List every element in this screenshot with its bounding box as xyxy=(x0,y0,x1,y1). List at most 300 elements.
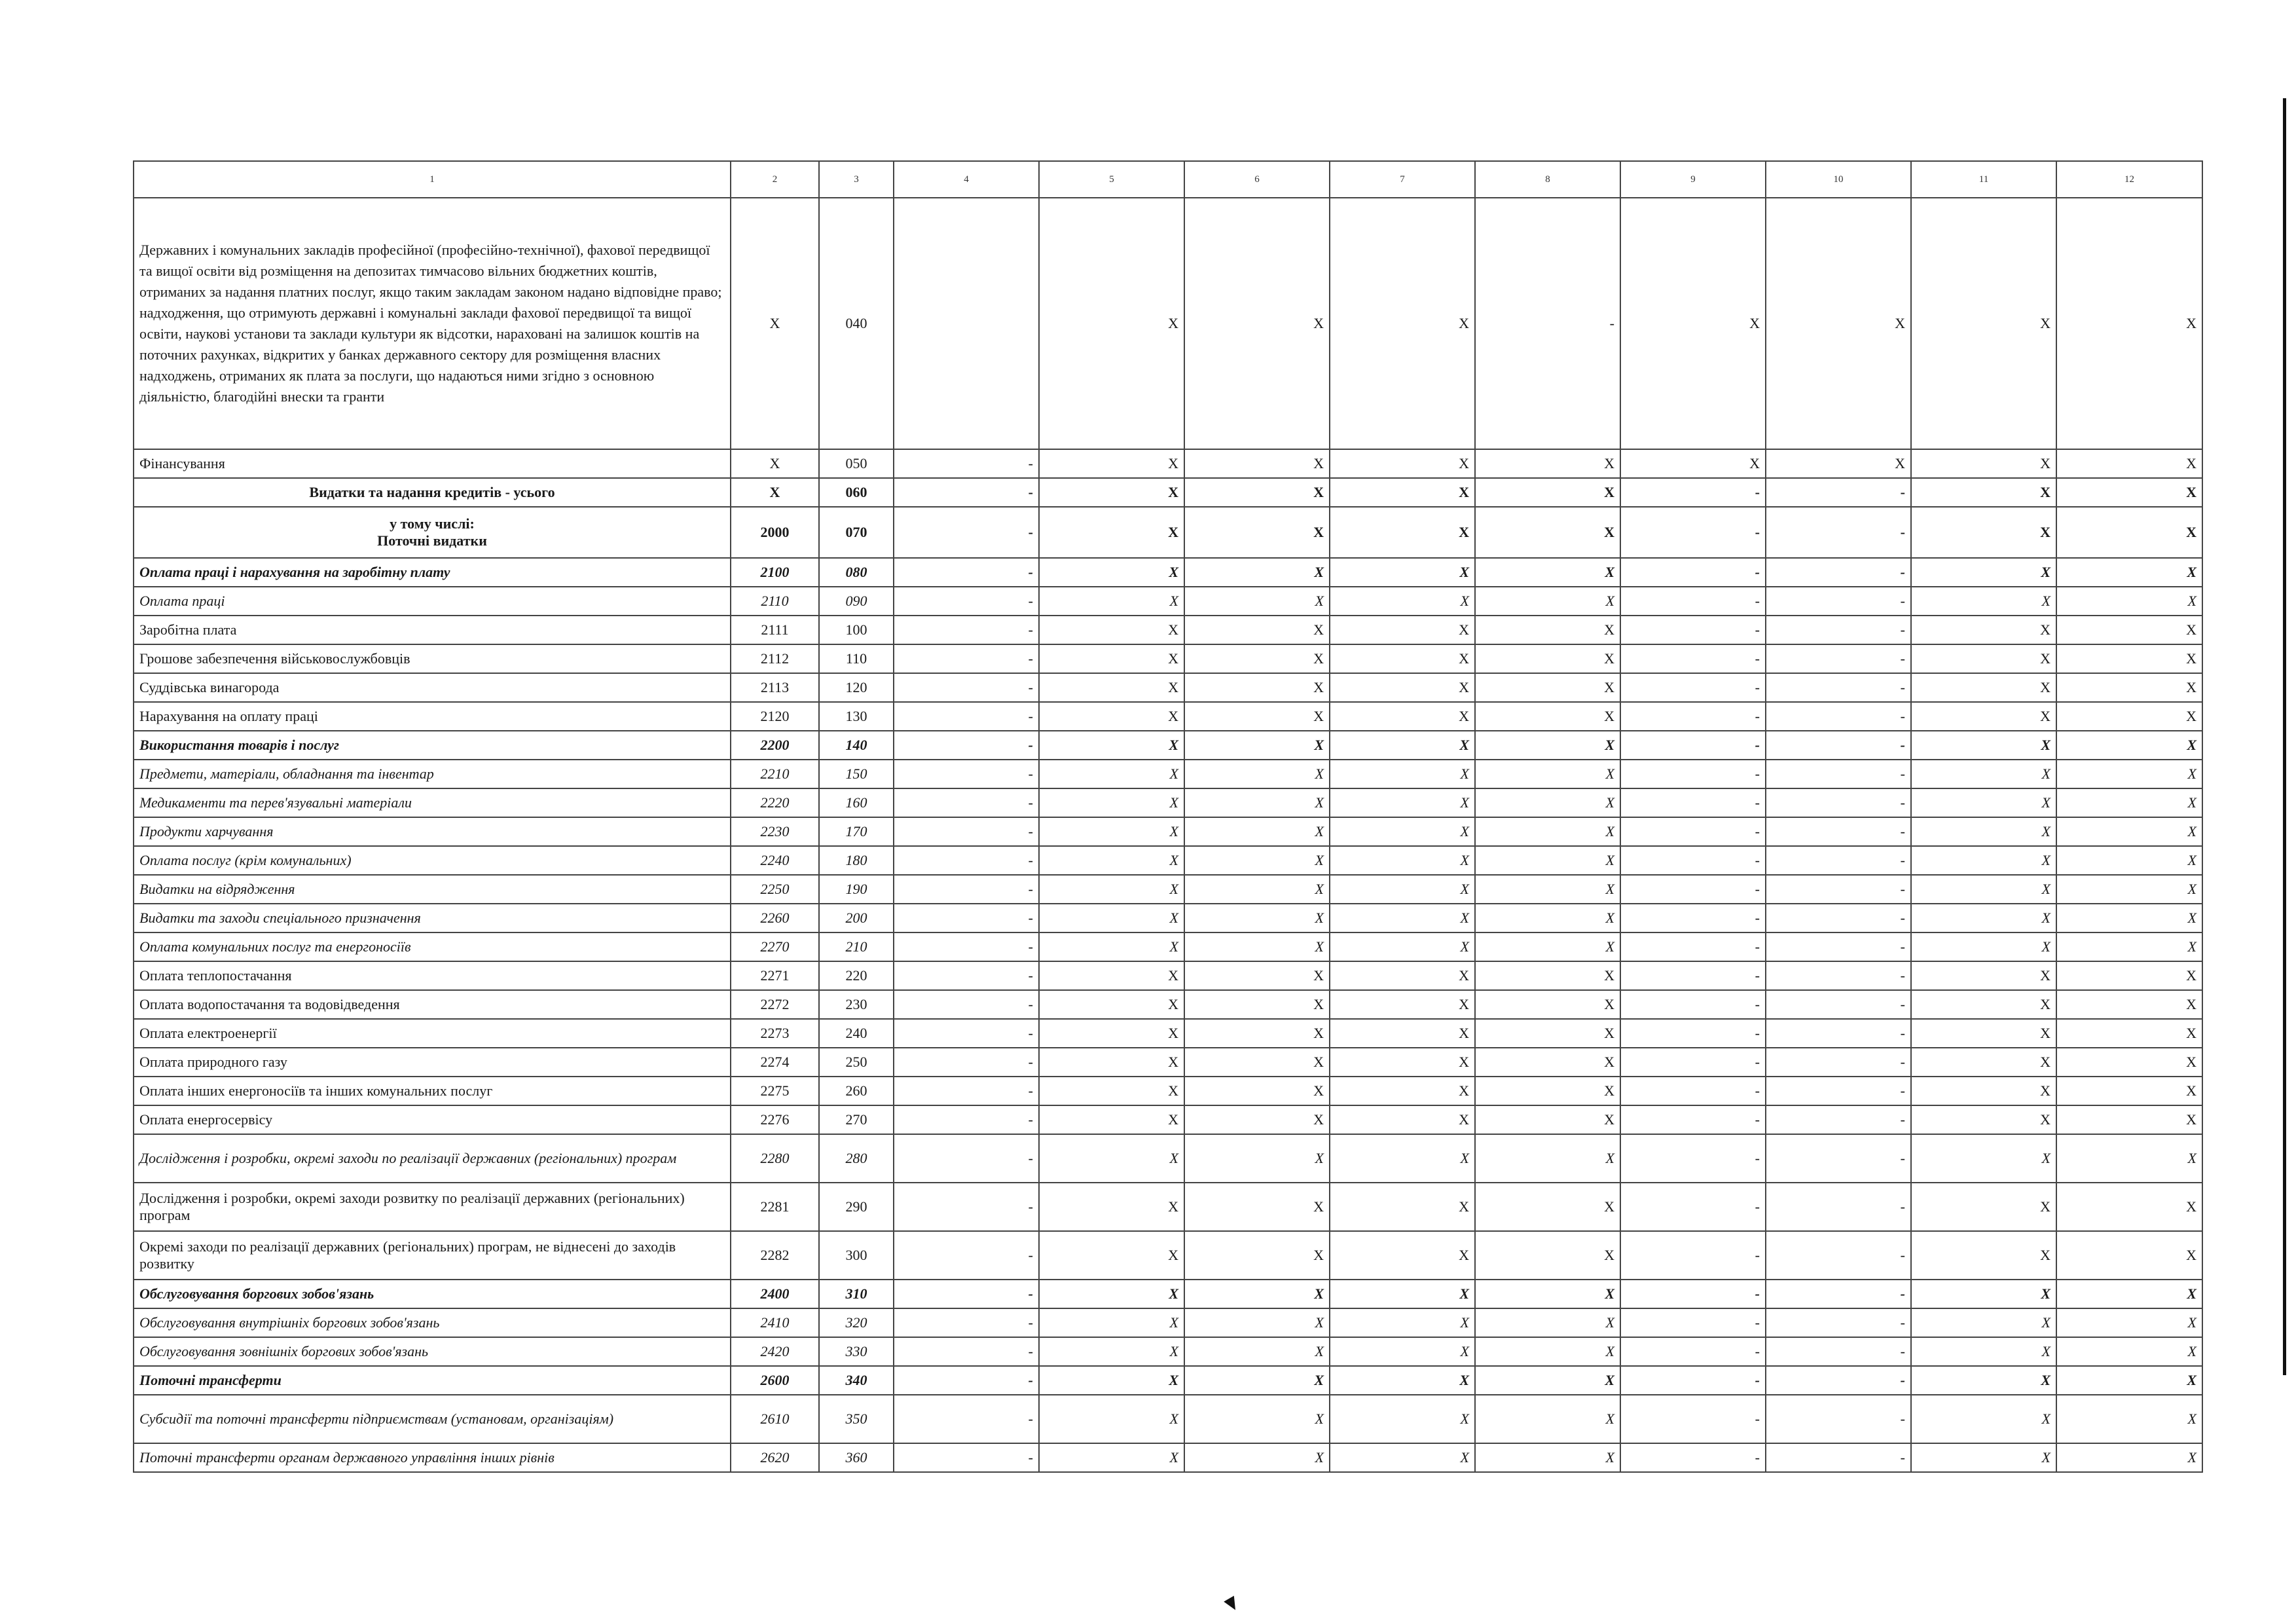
row-code-cell: 2220 xyxy=(731,788,819,817)
row-value-cell: X xyxy=(1475,1077,1620,1105)
row-value-cell: X xyxy=(1184,702,1330,731)
column-header: 1 xyxy=(134,161,731,198)
row-value-cell: X xyxy=(1330,558,1475,587)
row-value-cell: - xyxy=(1766,673,1911,702)
row-value-cell: - xyxy=(894,932,1039,961)
row-value-cell: X xyxy=(1039,1395,1184,1443)
row-value-cell: X xyxy=(1330,587,1475,616)
row-value-cell: X xyxy=(1184,1280,1330,1308)
row-value-cell: X xyxy=(1330,904,1475,932)
row-line-cell: 200 xyxy=(819,904,894,932)
row-value-cell: X xyxy=(1911,817,2056,846)
row-value-cell: - xyxy=(1766,817,1911,846)
row-value-cell: - xyxy=(894,644,1039,673)
table-row xyxy=(134,788,2202,817)
row-value-cell: - xyxy=(1766,1134,1911,1183)
row-line-cell: 240 xyxy=(819,1019,894,1048)
row-value-cell: X xyxy=(1911,1280,2056,1308)
row-line-cell: 260 xyxy=(819,1077,894,1105)
row-name-cell: Оплата праці і нарахування на заробітну плату xyxy=(134,558,731,587)
row-value-cell: X xyxy=(1330,788,1475,817)
row-value-cell: X xyxy=(1911,702,2056,731)
column-number-row xyxy=(134,161,2202,198)
row-value-cell: X xyxy=(1184,673,1330,702)
row-code-cell: 2200 xyxy=(731,731,819,760)
row-value-cell: - xyxy=(894,904,1039,932)
row-value-cell: - xyxy=(894,1280,1039,1308)
table-row xyxy=(134,1183,2202,1231)
row-line-cell: 340 xyxy=(819,1366,894,1395)
row-value-cell: X xyxy=(1330,1280,1475,1308)
row-value-cell: X xyxy=(1475,478,1620,507)
row-value-cell: - xyxy=(894,478,1039,507)
row-value-cell: X xyxy=(1330,507,1475,558)
row-value-cell: X xyxy=(1039,1019,1184,1048)
row-name-cell: Окремі заходи по реалізації державних (регіональних) програм, не віднесені до заходів розвитку xyxy=(134,1231,731,1280)
row-value-cell: X xyxy=(1184,1183,1330,1231)
row-value-cell: X xyxy=(1184,1443,1330,1472)
table-row xyxy=(134,1395,2202,1443)
row-value-cell: X xyxy=(1039,587,1184,616)
row-value-cell: X xyxy=(1911,507,2056,558)
row-value-cell: - xyxy=(1620,673,1766,702)
row-value-cell: X xyxy=(1039,1134,1184,1183)
row-line-cell: 070 xyxy=(819,507,894,558)
row-value-cell: X xyxy=(1475,846,1620,875)
row-value-cell: - xyxy=(1620,644,1766,673)
row-value-cell: X xyxy=(1330,1366,1475,1395)
column-header: 10 xyxy=(1766,161,1911,198)
row-value-cell: X xyxy=(1911,616,2056,644)
row-value-cell: - xyxy=(894,1308,1039,1337)
row-name-cell: Державних і комунальних закладів професійної (професійно-технічної), фахової передвищої та вищої освіти від розміщення на депозитах тимчасово вільних бюджетних коштів, отриманих за надання платних послуг, якщо таким закладам законом надано відповідне право; надходження, що отримують державні і комунальні заклади фахової передвищої та вищої освіти, наукові установи та заклади культури як відсотки, нараховані на залишок коштів на поточних рахунках, відкритих у банках державного сектору для розміщення власних надходжень, отриманих як плата за послуги, що надаються ними згідно з основною діяльністю, благодійні внески та гранти xyxy=(134,198,731,449)
row-value-cell: X xyxy=(1039,990,1184,1019)
row-value-cell: - xyxy=(894,1231,1039,1280)
table-row xyxy=(134,932,2202,961)
row-value-cell: - xyxy=(894,507,1039,558)
page-edge-mark xyxy=(2283,98,2286,1375)
table-row xyxy=(134,961,2202,990)
row-value-cell: - xyxy=(1620,904,1766,932)
row-value-cell: X xyxy=(1475,788,1620,817)
row-value-cell: X xyxy=(1330,616,1475,644)
row-line-cell: 150 xyxy=(819,760,894,788)
row-value-cell: X xyxy=(2056,616,2202,644)
table-row xyxy=(134,507,2202,558)
row-name-cell: Видатки на відрядження xyxy=(134,875,731,904)
row-value-cell: - xyxy=(1766,1337,1911,1366)
row-value-cell: - xyxy=(1620,932,1766,961)
row-value-cell: X xyxy=(1475,1280,1620,1308)
row-value-cell: X xyxy=(1475,1231,1620,1280)
row-code-cell: X xyxy=(731,478,819,507)
row-name-cell: Суддівська винагорода xyxy=(134,673,731,702)
row-name-cell: Обслуговування внутрішніх боргових зобов'язань xyxy=(134,1308,731,1337)
row-value-cell: X xyxy=(1475,1337,1620,1366)
row-value-cell: - xyxy=(1766,788,1911,817)
row-value-cell: - xyxy=(894,1395,1039,1443)
row-code-cell: 2000 xyxy=(731,507,819,558)
table-row xyxy=(134,1308,2202,1337)
row-value-cell: - xyxy=(1766,760,1911,788)
row-value-cell: X xyxy=(1039,616,1184,644)
row-value-cell: X xyxy=(1475,990,1620,1019)
row-value-cell: X xyxy=(2056,507,2202,558)
row-value-cell: X xyxy=(1475,1366,1620,1395)
row-name-cell: Субсидії та поточні трансферти підприємствам (установам, організаціям) xyxy=(134,1395,731,1443)
row-value-cell: X xyxy=(1184,904,1330,932)
row-line-cell: 190 xyxy=(819,875,894,904)
row-value-cell: X xyxy=(2056,1048,2202,1077)
row-value-cell: X xyxy=(2056,1231,2202,1280)
row-value-cell: - xyxy=(894,616,1039,644)
row-value-cell: X xyxy=(2056,1443,2202,1472)
row-name-cell: Оплата водопостачання та водовідведення xyxy=(134,990,731,1019)
row-value-cell: X xyxy=(1184,731,1330,760)
row-value-cell: - xyxy=(1620,961,1766,990)
row-value-cell: X xyxy=(1475,507,1620,558)
row-value-cell: X xyxy=(1475,932,1620,961)
row-line-cell: 220 xyxy=(819,961,894,990)
row-code-cell: 2100 xyxy=(731,558,819,587)
row-name-cell: Видатки та заходи спеціального призначення xyxy=(134,904,731,932)
row-value-cell: - xyxy=(1620,1231,1766,1280)
row-value-cell: X xyxy=(1911,198,2056,449)
column-header: 7 xyxy=(1330,161,1475,198)
row-value-cell: X xyxy=(1911,449,2056,478)
row-value-cell xyxy=(894,198,1039,449)
row-value-cell: - xyxy=(1620,1337,1766,1366)
row-code-cell: 2112 xyxy=(731,644,819,673)
row-value-cell: X xyxy=(1330,932,1475,961)
row-line-cell: 350 xyxy=(819,1395,894,1443)
row-line-cell: 300 xyxy=(819,1231,894,1280)
row-value-cell: X xyxy=(1039,760,1184,788)
row-value-cell: - xyxy=(1620,558,1766,587)
row-value-cell: X xyxy=(1911,1231,2056,1280)
row-value-cell: - xyxy=(894,1443,1039,1472)
table-row xyxy=(134,198,2202,449)
row-value-cell: X xyxy=(1475,817,1620,846)
row-value-cell: X xyxy=(1475,1134,1620,1183)
row-name-cell: Оплата електроенергії xyxy=(134,1019,731,1048)
mouse-cursor-icon xyxy=(1224,1596,1241,1613)
row-value-cell: X xyxy=(2056,1366,2202,1395)
row-value-cell: X xyxy=(1039,1183,1184,1231)
row-code-cell: 2280 xyxy=(731,1134,819,1183)
row-value-cell: X xyxy=(1184,1048,1330,1077)
row-value-cell: X xyxy=(2056,1280,2202,1308)
row-value-cell: X xyxy=(1039,1231,1184,1280)
row-value-cell: - xyxy=(894,449,1039,478)
table-row xyxy=(134,904,2202,932)
table-row xyxy=(134,478,2202,507)
row-value-cell: X xyxy=(1911,478,2056,507)
row-name-cell: Видатки та надання кредитів - усього xyxy=(134,478,731,507)
row-code-cell: 2260 xyxy=(731,904,819,932)
row-code-cell: 2275 xyxy=(731,1077,819,1105)
row-value-cell: X xyxy=(1330,875,1475,904)
row-value-cell: - xyxy=(1620,1134,1766,1183)
row-name-cell: Нарахування на оплату праці xyxy=(134,702,731,731)
column-header: 12 xyxy=(2056,161,2202,198)
row-value-cell: - xyxy=(894,673,1039,702)
row-value-cell: X xyxy=(1475,1395,1620,1443)
row-value-cell: - xyxy=(1766,846,1911,875)
row-value-cell: - xyxy=(1620,1395,1766,1443)
row-value-cell: X xyxy=(1039,932,1184,961)
row-value-cell: - xyxy=(894,990,1039,1019)
row-value-cell: - xyxy=(894,702,1039,731)
row-value-cell: X xyxy=(1330,1077,1475,1105)
row-name-cell: Обслуговування боргових зобов'язань xyxy=(134,1280,731,1308)
row-value-cell: X xyxy=(2056,990,2202,1019)
row-value-cell: - xyxy=(1620,616,1766,644)
row-value-cell: - xyxy=(1766,961,1911,990)
row-value-cell: X xyxy=(1911,1366,2056,1395)
row-value-cell: - xyxy=(1620,731,1766,760)
table-row xyxy=(134,449,2202,478)
row-value-cell: X xyxy=(1475,449,1620,478)
row-value-cell: X xyxy=(1911,558,2056,587)
row-value-cell: X xyxy=(1039,817,1184,846)
row-value-cell: X xyxy=(1184,875,1330,904)
row-value-cell: X xyxy=(1184,1366,1330,1395)
row-value-cell: - xyxy=(1620,990,1766,1019)
row-value-cell: X xyxy=(2056,558,2202,587)
row-value-cell: - xyxy=(894,587,1039,616)
row-value-cell: X xyxy=(1039,558,1184,587)
row-line-cell: 320 xyxy=(819,1308,894,1337)
row-value-cell: X xyxy=(1039,1337,1184,1366)
row-value-cell: X xyxy=(1620,198,1766,449)
row-value-cell: X xyxy=(1039,1280,1184,1308)
row-line-cell: 040 xyxy=(819,198,894,449)
row-value-cell: X xyxy=(1330,1443,1475,1472)
table-row xyxy=(134,616,2202,644)
row-value-cell: X xyxy=(1330,1048,1475,1077)
table-row xyxy=(134,558,2202,587)
row-value-cell: X xyxy=(2056,875,2202,904)
row-value-cell: X xyxy=(1475,904,1620,932)
row-value-cell: X xyxy=(1911,760,2056,788)
row-value-cell: - xyxy=(1766,478,1911,507)
row-value-cell: X xyxy=(1475,1183,1620,1231)
table-body xyxy=(134,198,2202,1472)
row-value-cell: - xyxy=(1766,1077,1911,1105)
row-value-cell: X xyxy=(1039,788,1184,817)
row-value-cell: - xyxy=(1620,760,1766,788)
row-value-cell: X xyxy=(1766,449,1911,478)
row-value-cell: X xyxy=(1330,1337,1475,1366)
row-code-cell: 2600 xyxy=(731,1366,819,1395)
row-value-cell: - xyxy=(894,1183,1039,1231)
row-value-cell: X xyxy=(1475,1443,1620,1472)
row-value-cell: - xyxy=(894,731,1039,760)
row-code-cell: 2274 xyxy=(731,1048,819,1077)
row-name-cell: Продукти харчування xyxy=(134,817,731,846)
row-value-cell: - xyxy=(1766,644,1911,673)
row-value-cell: - xyxy=(1766,990,1911,1019)
row-value-cell: X xyxy=(1475,702,1620,731)
row-value-cell: X xyxy=(1911,990,2056,1019)
row-line-cell: 170 xyxy=(819,817,894,846)
column-header: 8 xyxy=(1475,161,1620,198)
row-value-cell: - xyxy=(1766,1105,1911,1134)
row-value-cell: X xyxy=(1911,587,2056,616)
row-value-cell: X xyxy=(2056,731,2202,760)
table-row xyxy=(134,1105,2202,1134)
row-value-cell: - xyxy=(1620,1443,1766,1472)
row-value-cell: X xyxy=(1184,478,1330,507)
row-value-cell: X xyxy=(1911,932,2056,961)
row-value-cell: X xyxy=(1766,198,1911,449)
row-code-cell: 2210 xyxy=(731,760,819,788)
row-value-cell: - xyxy=(1620,1366,1766,1395)
row-value-cell: X xyxy=(1330,1019,1475,1048)
row-value-cell: - xyxy=(1766,587,1911,616)
row-code-cell: 2240 xyxy=(731,846,819,875)
row-value-cell: - xyxy=(1475,198,1620,449)
table-row xyxy=(134,1231,2202,1280)
row-line-cell: 250 xyxy=(819,1048,894,1077)
row-line-cell: 360 xyxy=(819,1443,894,1472)
row-value-cell: - xyxy=(894,1366,1039,1395)
row-value-cell: X xyxy=(1475,1019,1620,1048)
row-value-cell: X xyxy=(1039,875,1184,904)
row-line-cell: 280 xyxy=(819,1134,894,1183)
row-value-cell: X xyxy=(2056,673,2202,702)
row-value-cell: X xyxy=(1330,1308,1475,1337)
row-value-cell: X xyxy=(1039,507,1184,558)
row-value-cell: X xyxy=(1184,1105,1330,1134)
row-value-cell: X xyxy=(1039,673,1184,702)
row-value-cell: X xyxy=(1911,904,2056,932)
row-value-cell: X xyxy=(2056,449,2202,478)
row-value-cell: - xyxy=(1766,1280,1911,1308)
row-value-cell: - xyxy=(1620,1048,1766,1077)
row-value-cell: - xyxy=(1620,1019,1766,1048)
row-value-cell: X xyxy=(1475,1308,1620,1337)
row-value-cell: X xyxy=(1039,1443,1184,1472)
row-value-cell: X xyxy=(2056,478,2202,507)
row-value-cell: X xyxy=(2056,1019,2202,1048)
row-value-cell: X xyxy=(1330,961,1475,990)
table-row xyxy=(134,1019,2202,1048)
row-value-cell: X xyxy=(1330,760,1475,788)
row-value-cell: X xyxy=(1184,846,1330,875)
row-value-cell: X xyxy=(1475,616,1620,644)
row-value-cell: X xyxy=(1911,961,2056,990)
row-value-cell: X xyxy=(1184,1231,1330,1280)
row-value-cell: X xyxy=(1475,961,1620,990)
row-code-cell: 2270 xyxy=(731,932,819,961)
row-value-cell: - xyxy=(894,1077,1039,1105)
column-header: 11 xyxy=(1911,161,2056,198)
table-row xyxy=(134,817,2202,846)
row-line-cell: 060 xyxy=(819,478,894,507)
row-value-cell: X xyxy=(1184,990,1330,1019)
row-line-cell: 110 xyxy=(819,644,894,673)
row-value-cell: X xyxy=(1330,644,1475,673)
row-value-cell: X xyxy=(1039,702,1184,731)
column-header: 6 xyxy=(1184,161,1330,198)
row-value-cell: X xyxy=(1330,1231,1475,1280)
row-value-cell: X xyxy=(1911,731,2056,760)
row-value-cell: X xyxy=(1039,478,1184,507)
row-value-cell: X xyxy=(1039,644,1184,673)
row-value-cell: X xyxy=(1039,1077,1184,1105)
row-value-cell: X xyxy=(1911,788,2056,817)
row-value-cell: - xyxy=(1766,875,1911,904)
row-value-cell: X xyxy=(1039,1366,1184,1395)
row-code-cell: 2400 xyxy=(731,1280,819,1308)
row-value-cell: X xyxy=(1039,449,1184,478)
row-value-cell: X xyxy=(1475,558,1620,587)
row-value-cell: X xyxy=(2056,760,2202,788)
row-value-cell: X xyxy=(2056,1134,2202,1183)
row-code-cell: 2120 xyxy=(731,702,819,731)
table-row xyxy=(134,1048,2202,1077)
row-code-cell: 2113 xyxy=(731,673,819,702)
row-name-cell: Дослідження і розробки, окремі заходи по реалізації державних (регіональних) програм xyxy=(134,1134,731,1183)
table-row xyxy=(134,673,2202,702)
row-value-cell: - xyxy=(1620,1308,1766,1337)
row-value-cell: X xyxy=(1911,673,2056,702)
row-value-cell: X xyxy=(1330,817,1475,846)
row-value-cell: X xyxy=(1330,731,1475,760)
row-name-cell: Заробітна плата xyxy=(134,616,731,644)
row-value-cell: - xyxy=(1620,788,1766,817)
row-code-cell: X xyxy=(731,198,819,449)
budget-report-table xyxy=(133,160,2203,1473)
row-line-cell: 330 xyxy=(819,1337,894,1366)
row-value-cell: X xyxy=(1184,507,1330,558)
row-name-cell: Оплата інших енергоносіїв та інших комунальних послуг xyxy=(134,1077,731,1105)
row-value-cell: - xyxy=(1766,1308,1911,1337)
table-row xyxy=(134,731,2202,760)
row-value-cell: - xyxy=(1766,558,1911,587)
row-name-cell: Обслуговування зовнішніх боргових зобов'язань xyxy=(134,1337,731,1366)
row-name-cell: Поточні трансферти органам державного управління інших рівнів xyxy=(134,1443,731,1472)
row-value-cell: - xyxy=(1766,1019,1911,1048)
row-value-cell: X xyxy=(1475,760,1620,788)
row-line-cell: 230 xyxy=(819,990,894,1019)
row-value-cell: X xyxy=(1620,449,1766,478)
column-header: 2 xyxy=(731,161,819,198)
table-row xyxy=(134,990,2202,1019)
row-value-cell: X xyxy=(1184,1077,1330,1105)
row-value-cell: X xyxy=(1330,449,1475,478)
row-value-cell: X xyxy=(1911,1105,2056,1134)
table-row xyxy=(134,702,2202,731)
row-value-cell: - xyxy=(894,961,1039,990)
table-row xyxy=(134,1366,2202,1395)
row-value-cell: - xyxy=(1766,1048,1911,1077)
row-value-cell: X xyxy=(1911,1019,2056,1048)
row-value-cell: - xyxy=(894,1134,1039,1183)
row-value-cell: X xyxy=(1184,587,1330,616)
column-header: 9 xyxy=(1620,161,1766,198)
row-value-cell: X xyxy=(2056,702,2202,731)
row-value-cell: X xyxy=(1330,673,1475,702)
row-name-cell: Дослідження і розробки, окремі заходи розвитку по реалізації державних (регіональних) програм xyxy=(134,1183,731,1231)
row-value-cell: - xyxy=(1766,1443,1911,1472)
row-value-cell: - xyxy=(1620,1183,1766,1231)
row-line-cell: 270 xyxy=(819,1105,894,1134)
row-name-cell: Оплата природного газу xyxy=(134,1048,731,1077)
row-value-cell: - xyxy=(1766,1231,1911,1280)
